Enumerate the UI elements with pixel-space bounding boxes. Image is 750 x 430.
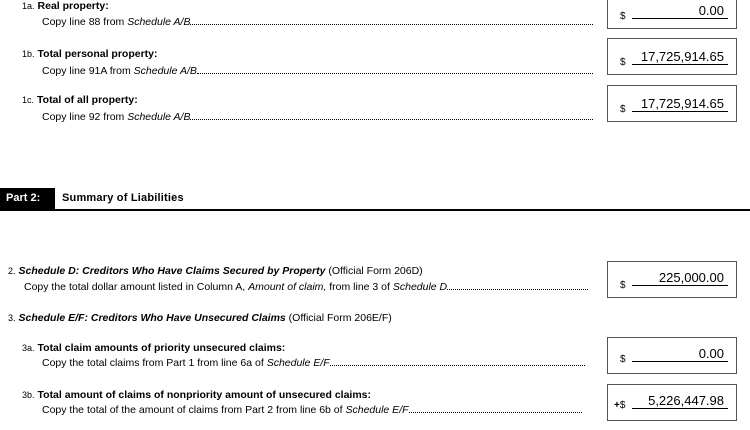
currency-symbol: $ <box>620 11 626 22</box>
form-reference: (Official Form 206E/F) <box>285 312 392 324</box>
amount-box-3a <box>607 337 737 374</box>
amount-box-2 <box>607 261 737 298</box>
amount-box-1b <box>607 38 737 75</box>
item-number: 1b. <box>22 49 35 59</box>
copy-instruction: Copy line 91A from <box>42 65 134 77</box>
schedule-reference: Schedule A/B <box>133 65 197 77</box>
item-1c-copy-line <box>42 111 593 123</box>
copy-instruction: Copy the total claims from Part 1 from line 6a of <box>42 357 267 369</box>
item-title: Total of all property: <box>37 94 138 106</box>
item-3-title-line <box>8 312 392 324</box>
item-number: 3. <box>8 313 16 323</box>
amount-field[interactable]: 0.00 <box>632 3 728 19</box>
item-1b-copy-line <box>42 65 593 77</box>
item-title: Schedule E/F: Creditors Who Have Unsecured Claims <box>18 312 286 324</box>
schedule-reference: Schedule A/B <box>127 111 191 123</box>
dotted-leader <box>409 411 582 413</box>
item-title: Schedule D: Creditors Who Have Claims Secured by Property <box>18 265 326 277</box>
item-number: 1c. <box>22 95 35 105</box>
column-reference: Amount of claim, <box>248 281 327 293</box>
item-number: 1a. <box>22 1 35 11</box>
item-title: Total amount of claims of nonpriority amount of unsecured claims: <box>37 389 372 401</box>
item-1a-copy-line <box>42 16 593 28</box>
amount-field[interactable]: 5,226,447.98 <box>632 393 728 409</box>
currency-symbol <box>614 400 625 411</box>
schedule-reference: Schedule E/F <box>266 357 330 369</box>
item-title: Total claim amounts of priority unsecured claims: <box>37 342 286 354</box>
currency-symbol: $ <box>620 354 626 365</box>
part-title: Summary of Liabilities <box>62 192 184 204</box>
currency-symbol: $ <box>620 104 626 115</box>
schedule-reference: Schedule E/F <box>345 404 409 416</box>
amount-field[interactable]: 0.00 <box>632 346 728 362</box>
dotted-leader <box>190 23 593 25</box>
amount-field[interactable]: 17,725,914.65 <box>632 96 728 112</box>
item-number: 2. <box>8 266 16 276</box>
currency-symbol: $ <box>620 57 626 68</box>
amount-field[interactable]: 225,000.00 <box>632 270 728 286</box>
item-1a-title-line <box>22 0 109 12</box>
copy-instruction: Copy the total of the amount of claims from Part 2 from line 6b of <box>42 404 346 416</box>
item-3b-title-line <box>22 389 371 401</box>
currency-dollar: $ <box>619 400 626 411</box>
copy-instruction: Copy line 88 from <box>42 16 128 28</box>
item-3a-title-line <box>22 342 285 354</box>
form-reference: (Official Form 206D) <box>325 265 423 277</box>
copy-instruction: Copy line 92 from <box>42 111 128 123</box>
item-number: 3b. <box>22 390 35 400</box>
dotted-leader <box>190 118 593 120</box>
part-2-header <box>0 188 750 211</box>
item-number: 3a. <box>22 343 35 353</box>
item-2-title-line <box>8 265 423 277</box>
plus-sign: + <box>614 400 620 411</box>
item-1c-title-line <box>22 94 138 106</box>
copy-instruction-mid: from line 3 of <box>326 281 393 293</box>
amount-box-1a <box>607 0 737 29</box>
part-label: Part 2: <box>0 188 55 209</box>
dotted-leader <box>197 72 593 74</box>
schedule-reference: Schedule D <box>392 281 448 293</box>
amount-box-1c <box>607 85 737 122</box>
item-1b-title-line <box>22 48 158 60</box>
item-3a-copy-line <box>42 357 585 369</box>
item-title: Real property: <box>37 0 109 12</box>
amount-box-3b <box>607 384 737 421</box>
item-3b-copy-line <box>42 404 582 416</box>
item-title: Total personal property: <box>37 48 158 60</box>
amount-field[interactable]: 17,725,914.65 <box>632 49 728 65</box>
item-2-copy-line <box>24 281 588 293</box>
dotted-leader <box>330 364 585 366</box>
currency-symbol: $ <box>620 280 626 291</box>
schedule-reference: Schedule A/B <box>127 16 191 28</box>
dotted-leader <box>447 288 588 290</box>
copy-instruction: Copy the total dollar amount listed in Column A, <box>24 281 249 293</box>
